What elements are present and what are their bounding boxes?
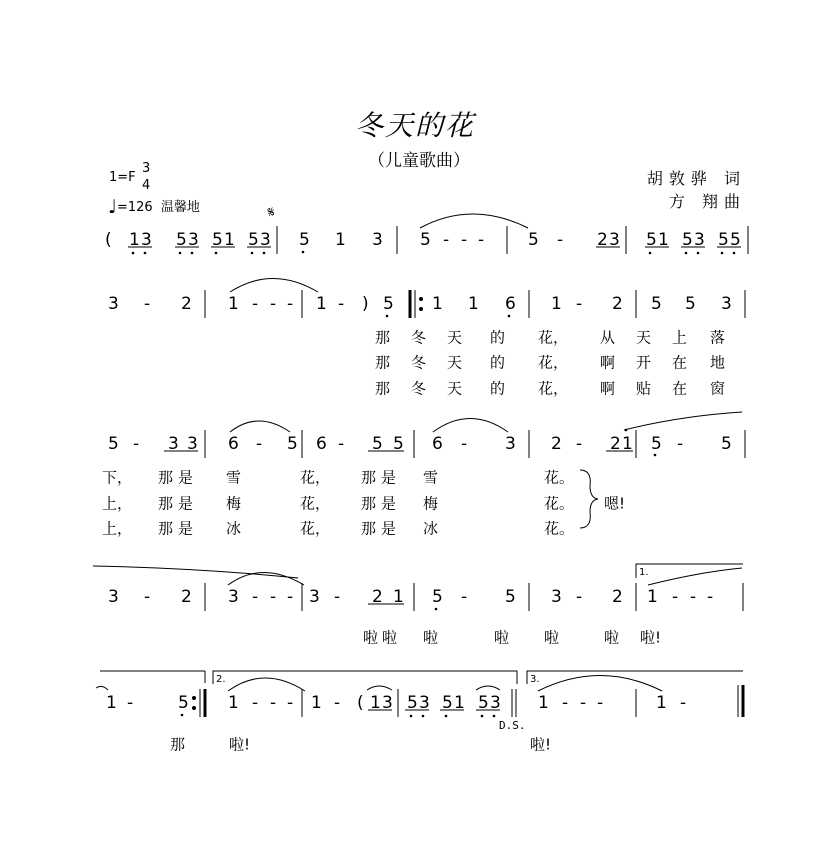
note: 3 — [694, 230, 705, 250]
note: 3 — [490, 693, 501, 713]
note: 6 — [316, 434, 327, 454]
low-octave-dot — [251, 252, 254, 255]
lyric-syllable: 啦 — [604, 628, 620, 647]
low-octave-dot — [179, 252, 182, 255]
lyric-syllable: 冬 — [411, 353, 427, 372]
lyric-syllable: 是 — [381, 494, 397, 513]
note: 1 — [224, 230, 235, 250]
low-octave-dot — [435, 608, 438, 611]
note: - — [144, 587, 151, 607]
lyric-syllable: 开 — [636, 353, 652, 372]
note: - — [127, 693, 134, 713]
note: - — [677, 434, 684, 454]
tie — [230, 279, 318, 293]
lyric-syllable: 嗯! — [604, 494, 626, 513]
low-octave-dot — [508, 315, 511, 318]
page-title: 冬天的花 — [355, 109, 476, 142]
note: 3 — [609, 230, 620, 250]
lyric-syllable: 雪 — [423, 468, 439, 487]
lyric-syllable: 花。 — [544, 519, 575, 538]
lyric-syllable: 啦! — [530, 735, 552, 754]
lyric-syllable: 冰 — [226, 519, 242, 538]
note: ( — [357, 693, 364, 713]
low-octave-dot — [144, 252, 147, 255]
volta-label: 1. — [639, 567, 649, 578]
time-top: 3 — [142, 161, 151, 176]
note: 1 — [228, 693, 239, 713]
note: - — [133, 434, 140, 454]
tie — [228, 678, 305, 691]
low-octave-dot — [302, 251, 305, 254]
lyric-syllable: 啦 — [544, 628, 560, 647]
lyric-syllable: 是 — [178, 468, 194, 487]
tie — [538, 676, 662, 692]
lyric-syllable: 是 — [178, 519, 194, 538]
lyric-syllable: 那 — [361, 494, 377, 513]
low-octave-dot — [733, 252, 736, 255]
lyric-syllable: 地 — [710, 353, 726, 372]
note: 1 — [551, 294, 562, 314]
note: - — [680, 693, 687, 713]
note: 5 — [176, 230, 187, 250]
note: 3 — [228, 587, 239, 607]
note: 5 — [212, 230, 223, 250]
note: 5 — [528, 230, 539, 250]
note: 5 — [178, 693, 189, 713]
lyric-syllable: 落 — [710, 328, 726, 347]
lyric-syllable: 那 — [375, 353, 391, 372]
note: 3 — [187, 434, 198, 454]
segno-icon: 𝄋 — [265, 202, 277, 222]
note: 5 — [505, 587, 516, 607]
note: 6 — [228, 434, 239, 454]
note: 1 — [393, 587, 404, 607]
note: 5 — [718, 230, 729, 250]
lyric-syllable: 花。 — [544, 468, 575, 487]
note: 3 — [108, 294, 119, 314]
low-octave-dot — [481, 715, 484, 718]
low-octave-dot — [215, 252, 218, 255]
note: 3 — [505, 434, 516, 454]
lyric-syllable: 的 — [490, 353, 506, 372]
note: 2 — [181, 587, 192, 607]
lyric-syllable: 花， — [300, 519, 331, 538]
tie — [624, 412, 742, 430]
lyric-syllable: 天 — [447, 353, 463, 372]
lyric-syllable: 啦 — [423, 628, 439, 647]
lyric-syllable: 是 — [381, 468, 397, 487]
tie — [230, 421, 290, 432]
note: 5 — [432, 587, 443, 607]
note: 1 — [311, 693, 322, 713]
lyric-syllable: 花， — [300, 468, 331, 487]
volta-label: 2. — [216, 674, 226, 685]
lyric-syllable: 梅 — [226, 494, 242, 513]
note: 5 — [420, 230, 431, 250]
note: 6 — [505, 294, 516, 314]
triplet-arc — [367, 686, 392, 690]
note: 3 — [382, 693, 393, 713]
subtitle: （儿童歌曲） — [368, 151, 470, 171]
note: 1 — [538, 693, 549, 713]
note: 5 — [651, 434, 662, 454]
tie — [93, 566, 298, 578]
note: - — [144, 294, 151, 314]
lyric-syllable: 那 — [170, 735, 186, 754]
lyric-syllable: 雪 — [226, 468, 242, 487]
note: 3 — [141, 230, 152, 250]
note: 5 — [646, 230, 657, 250]
lyric-syllable: 在 — [672, 379, 688, 398]
note: 1 — [658, 230, 669, 250]
volta-labels — [216, 567, 649, 685]
note: 1 — [454, 693, 465, 713]
note: - — [557, 230, 564, 250]
note: - — [338, 434, 345, 454]
note: - — [256, 434, 263, 454]
note: 5 — [248, 230, 259, 250]
low-octave-dot — [386, 315, 389, 318]
lyric-syllable: 啦 — [382, 628, 398, 647]
lyric-syllable: 冬 — [411, 379, 427, 398]
note: - — [287, 693, 294, 713]
note: 3 — [260, 230, 271, 250]
lyric-syllable: 那 — [375, 379, 391, 398]
triplet-arc — [476, 686, 500, 690]
note: 2 — [612, 294, 623, 314]
tie — [228, 573, 304, 586]
repeat-dot — [193, 697, 196, 700]
note: ( — [105, 230, 112, 250]
note: - — [562, 693, 569, 713]
lyric-syllable: 那 — [361, 468, 377, 487]
tempo-value: =126 — [116, 200, 153, 215]
note: 1 — [106, 693, 117, 713]
note: 3 — [721, 294, 732, 314]
note: - — [270, 587, 277, 607]
tie — [420, 214, 528, 228]
lyric-syllable: 花。 — [544, 494, 575, 513]
repeat-dot — [420, 308, 423, 311]
note: 1 — [335, 230, 346, 250]
repeat-dot — [193, 707, 196, 710]
lyric-syllable: 上， — [102, 494, 133, 513]
note: 3 — [188, 230, 199, 250]
note: 5 — [108, 434, 119, 454]
note: - — [270, 294, 277, 314]
ds-marking: D.S. — [499, 719, 526, 732]
note: - — [252, 693, 259, 713]
note: - — [597, 693, 604, 713]
high-octave-dot — [625, 429, 628, 432]
lyric-syllable: 冬 — [411, 328, 427, 347]
tie — [433, 419, 508, 433]
note: 5 — [383, 294, 394, 314]
lyric-syllable: 那 — [375, 328, 391, 347]
lyric-syllable: 上， — [102, 519, 133, 538]
note: - — [270, 693, 277, 713]
lyric-syllable: 在 — [672, 353, 688, 372]
quarter-note-icon: ♩ — [108, 196, 117, 218]
lyric-syllable: 啦 — [494, 628, 510, 647]
note: - — [576, 294, 583, 314]
expression-mark: 温馨地 — [160, 200, 200, 215]
volta-label: 3. — [530, 674, 540, 685]
key-signature: 1=F — [109, 170, 136, 185]
note: 5 — [682, 230, 693, 250]
low-octave-dot — [445, 715, 448, 718]
note: 2 — [597, 230, 608, 250]
note: - — [338, 294, 345, 314]
note: 2 — [612, 587, 623, 607]
lyric-syllable: 花， — [538, 328, 569, 347]
lyricist-credit: 胡敦骅 词 — [646, 169, 746, 188]
note: - — [461, 587, 468, 607]
tie — [96, 686, 108, 690]
low-octave-dot — [721, 252, 724, 255]
note: 5 — [407, 693, 418, 713]
note: 5 — [442, 693, 453, 713]
low-octave-dot — [685, 252, 688, 255]
note: 1 — [647, 587, 658, 607]
lyric-syllable: 那 — [158, 494, 174, 513]
lyric-syllable: 梅 — [423, 494, 439, 513]
lyric-syllable: 贴 — [636, 379, 652, 398]
lyric-syllable: 花， — [300, 494, 331, 513]
lyric-syllable: 啦! — [229, 735, 251, 754]
lyric-syllable: 是 — [381, 519, 397, 538]
note: 5 — [685, 294, 696, 314]
note: ) — [362, 294, 369, 314]
time-bottom: 4 — [142, 178, 151, 193]
note: 5 — [651, 294, 662, 314]
lyric-syllable: 的 — [490, 379, 506, 398]
lyric-syllable: 花， — [538, 379, 569, 398]
note: 3 — [309, 587, 320, 607]
volta-bracket — [213, 671, 517, 684]
low-octave-dot — [191, 252, 194, 255]
note: 1 — [622, 434, 633, 454]
note: - — [690, 587, 697, 607]
low-octave-dot — [422, 715, 425, 718]
tie — [648, 568, 742, 585]
lyric-syllable: 那 — [158, 519, 174, 538]
lyric-brace — [580, 470, 598, 528]
note: - — [580, 693, 587, 713]
lyric-syllable: 天 — [447, 379, 463, 398]
note: - — [334, 587, 341, 607]
low-octave-dot — [649, 252, 652, 255]
lyric-syllable: 花， — [538, 353, 569, 372]
note: - — [461, 230, 468, 250]
note: 1 — [129, 230, 140, 250]
note: 3 — [419, 693, 430, 713]
note: 2 — [610, 434, 621, 454]
note: 1 — [316, 294, 327, 314]
composer-credit: 方 翔曲 — [668, 192, 746, 211]
lyric-syllable: 上 — [672, 328, 688, 347]
note: 1 — [656, 693, 667, 713]
note: 1 — [370, 693, 381, 713]
note: - — [252, 294, 259, 314]
lyric-syllable: 是 — [178, 494, 194, 513]
note: 1 — [468, 294, 479, 314]
note: 1 — [432, 294, 443, 314]
lyric-syllable: 天 — [447, 328, 463, 347]
note: 1 — [228, 294, 239, 314]
note: 3 — [108, 587, 119, 607]
note: 3 — [551, 587, 562, 607]
lyric-syllable: 啊 — [600, 379, 616, 398]
low-octave-dot — [697, 252, 700, 255]
note: - — [478, 230, 485, 250]
note: 2 — [551, 434, 562, 454]
note: 5 — [730, 230, 741, 250]
note: - — [707, 587, 714, 607]
lyric-syllable: 那 — [158, 468, 174, 487]
low-octave-dot — [181, 714, 184, 717]
lyric-syllable: 窗 — [710, 379, 726, 398]
note: 3 — [372, 230, 383, 250]
note: 6 — [432, 434, 443, 454]
low-octave-dot — [263, 252, 266, 255]
lyrics-layer — [102, 329, 725, 754]
lyric-syllable: 那 — [361, 519, 377, 538]
lyric-syllable: 啦 — [363, 628, 379, 647]
low-octave-dot — [410, 715, 413, 718]
note: - — [287, 294, 294, 314]
low-octave-dot — [654, 454, 657, 457]
note: 2 — [372, 587, 383, 607]
lyric-syllable: 啦! — [640, 628, 662, 647]
note: 5 — [372, 434, 383, 454]
note: 3 — [168, 434, 179, 454]
low-octave-dot — [132, 252, 135, 255]
repeat-dot — [420, 298, 423, 301]
note: - — [576, 587, 583, 607]
note: 5 — [299, 230, 310, 250]
note: - — [461, 434, 468, 454]
low-octave-dot — [493, 715, 496, 718]
note: - — [252, 587, 259, 607]
note: 5 — [721, 434, 732, 454]
note: - — [334, 693, 341, 713]
lyric-syllable: 下， — [102, 468, 133, 487]
lyric-syllable: 冰 — [423, 519, 439, 538]
note: - — [576, 434, 583, 454]
note: 5 — [287, 434, 298, 454]
note: - — [287, 587, 294, 607]
note: 5 — [478, 693, 489, 713]
note: 5 — [393, 434, 404, 454]
note: 2 — [181, 294, 192, 314]
lyric-syllable: 啊 — [600, 353, 616, 372]
lyric-syllable: 天 — [636, 328, 652, 347]
lyric-syllable: 从 — [600, 328, 616, 347]
note: - — [443, 230, 450, 250]
lyric-syllable: 的 — [490, 328, 506, 347]
note: - — [672, 587, 679, 607]
